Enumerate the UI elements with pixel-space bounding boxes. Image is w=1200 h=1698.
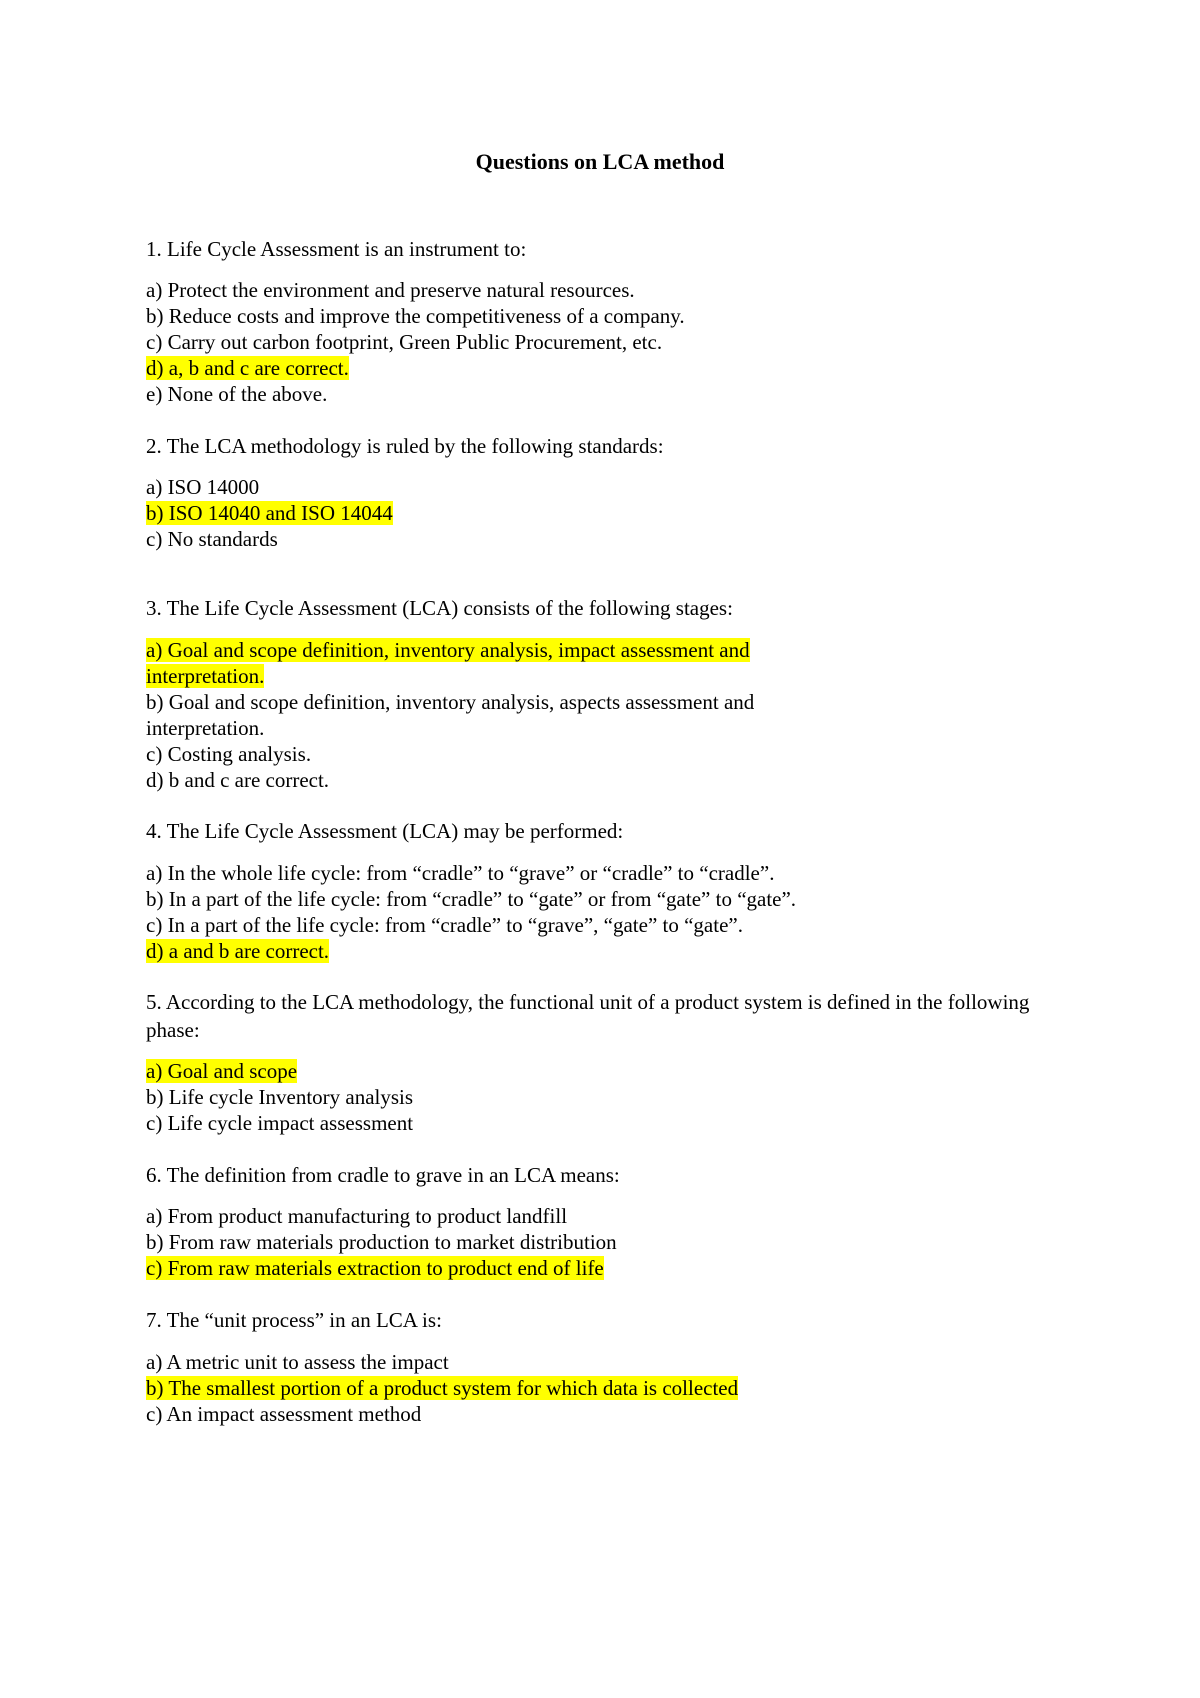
question-6: 6. The definition from cradle to grave in an LCA means:: [146, 1163, 620, 1187]
q3-option-d: d) b and c are correct.: [146, 768, 330, 792]
q1-option-b: b) Reduce costs and improve the competitiveness of a company.: [146, 304, 685, 328]
q2-option-b: [146, 499, 393, 527]
q1-option-d: [146, 354, 349, 382]
answer-highlight: d) a, b and c are correct.: [146, 356, 349, 380]
q3-option-c: c) Costing analysis.: [146, 742, 312, 766]
question-2: 2. The LCA methodology is ruled by the following standards:: [146, 434, 664, 458]
answer-highlight: b) ISO 14040 and ISO 14044: [146, 501, 393, 525]
answer-highlight: b) The smallest portion of a product system for which data is collected: [146, 1376, 739, 1400]
q7-option-a: a) A metric unit to assess the impact: [146, 1350, 449, 1374]
document-title: Questions on LCA method: [475, 149, 725, 174]
question-1: 1. Life Cycle Assessment is an instrument to:: [146, 237, 527, 261]
q3-option-b: b) Goal and scope definition, inventory analysis, aspects assessment and: [146, 690, 755, 714]
answer-highlight: a) Goal and scope: [146, 1059, 298, 1083]
q5-option-a: [146, 1057, 297, 1085]
answer-highlight: c) From raw materials extraction to product end of life: [146, 1256, 604, 1280]
question-4: 4. The Life Cycle Assessment (LCA) may be performed:: [146, 819, 624, 843]
q3-option-a: [146, 636, 750, 664]
q4-option-a: a) In the whole life cycle: from “cradle” to “grave” or “cradle” to “cradle”.: [146, 861, 775, 885]
q3-option-b-cont: interpretation.: [146, 716, 265, 740]
q7-option-c: c) An impact assessment method: [146, 1402, 422, 1426]
q4-option-d: [146, 937, 329, 965]
q1-option-e: e) None of the above.: [146, 382, 328, 406]
answer-highlight: a) Goal and scope definition, inventory analysis, impact assessment and: [146, 638, 750, 662]
q5-option-b: b) Life cycle Inventory analysis: [146, 1085, 414, 1109]
q5-option-c: c) Life cycle impact assessment: [146, 1111, 414, 1135]
question-7: 7. The “unit process” in an LCA is:: [146, 1308, 442, 1332]
q2-option-a: a) ISO 14000: [146, 475, 260, 499]
q6-option-b: b) From raw materials production to market distribution: [146, 1230, 617, 1254]
q1-option-a: a) Protect the environment and preserve natural resources.: [146, 278, 635, 302]
q4-option-c: c) In a part of the life cycle: from “cradle” to “grave”, “gate” to “gate”.: [146, 913, 743, 937]
q4-option-b: b) In a part of the life cycle: from “cradle” to “gate” or from “gate” to “gate”.: [146, 887, 797, 911]
q3-option-a-cont: [146, 662, 264, 690]
question-3: 3. The Life Cycle Assessment (LCA) consists of the following stages:: [146, 596, 733, 620]
answer-highlight: interpretation.: [146, 664, 265, 688]
q6-option-c: [146, 1254, 604, 1282]
question-5: 5. According to the LCA methodology, the functional unit of a product system is defined in the following phase:: [146, 990, 1030, 1042]
q2-option-c: c) No standards: [146, 527, 278, 551]
answer-highlight: d) a and b are correct.: [146, 939, 330, 963]
q1-option-c: c) Carry out carbon footprint, Green Public Procurement, etc.: [146, 330, 663, 354]
q7-option-b: [146, 1374, 738, 1402]
q6-option-a: a) From product manufacturing to product landfill: [146, 1204, 568, 1228]
